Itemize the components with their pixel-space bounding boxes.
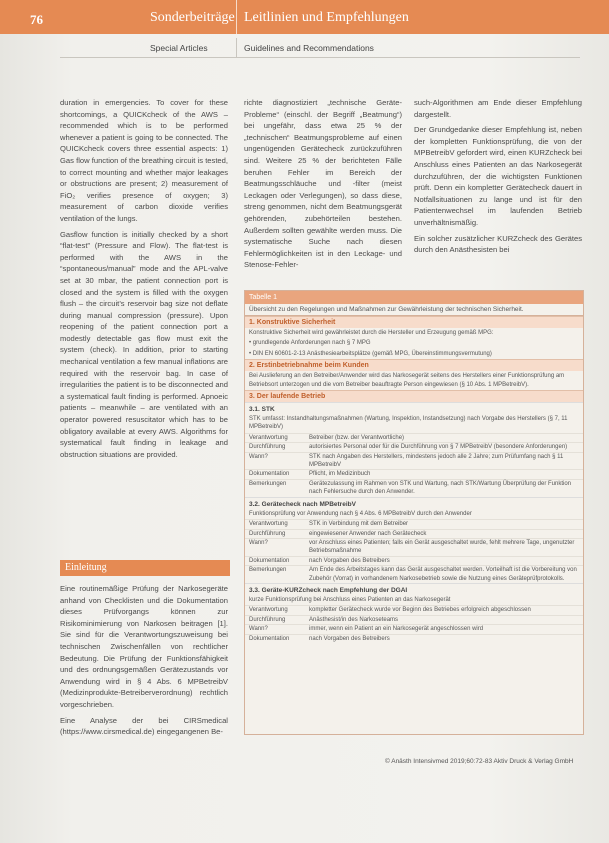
table-subsection-heading: 3.2. Gerätecheck nach MPBetreibV	[245, 497, 583, 509]
paragraph: such-Algorithmen am Ende dieser Empfehlung dargestellt.	[414, 98, 582, 119]
table-cell-value: vor Anschluss eines Patienten; falls ein Gerät ausgeschaltet wurde, fehlt mehrere Tage, ungenutzter Betriebsmaßnahme	[309, 539, 575, 555]
table-section-heading: 1. Konstruktive Sicherheit	[245, 316, 583, 328]
table-cell-key: Durchführung	[249, 616, 286, 623]
table-caption: Übersicht zu den Regelungen und Maßnahmen zur Gewährleistung der technischen Sicherheit.	[245, 304, 583, 316]
table-rows	[245, 433, 583, 497]
table-section-heading: 3. Der laufende Betrieb	[245, 390, 583, 402]
column-1-english	[60, 97, 228, 464]
rubric-subtitle: Leitlinien und Empfehlungen	[244, 10, 409, 25]
page-header-bar	[0, 0, 609, 34]
table-cell-key: Verantwortung	[249, 607, 288, 614]
table-cell-key: Verantwortung	[249, 521, 288, 528]
paragraph: duration in emergencies. To cover for these shortcomings, a QUICKcheck of the AWS – recommended which is to be performed whenever a patient is going to be connected. The QUICKcheck covers three essential aspects: 1) Gas flow function of the breathing circuit is tested, to correct mounting and whether major leakages or obstructions are present; 2) measurement of FiO₂ verifies presence of oxygen; 3) measurement of carbon dioxide verifies ventilation of the lungs.	[60, 98, 228, 223]
page-number: 76	[30, 12, 43, 27]
table-cell-key: Wann?	[249, 453, 268, 460]
table-row	[245, 519, 583, 528]
table-cell-key: Dokumentation	[249, 557, 290, 564]
table-row	[245, 479, 583, 497]
table-row	[245, 556, 583, 565]
table-cell-key: Wann?	[249, 626, 268, 633]
table-cell-value: STK nach Angaben des Herstellers, mindestens jedoch alle 2 Jahre; zum Prüfumfang nach § 11 MPBetreibV	[309, 453, 564, 469]
rubric-title: Sonderbeiträge	[150, 10, 235, 25]
paragraph: Eine Analyse der bei CIRSmedical (https://www.cirsmedical.de) eingegangenen Be-	[60, 715, 228, 737]
table-text: Konstruktive Sicherheit wird gewährleistet durch die Hersteller und Erzeugung gemäß MPG:	[249, 330, 494, 336]
table-row	[245, 442, 583, 451]
table-cell-key: Dokumentation	[249, 471, 290, 478]
table-row	[245, 538, 583, 556]
table-row	[245, 433, 583, 442]
rubric-title-en: Special Articles	[150, 43, 208, 53]
table-text: Bei Auslieferung an den Betreiber/Anwender wird das Narkosegerät seitens des Herstellers einer Funktionsprüfung am Betriebsort unterzogen und die vom Betreiber beauftragte Person eingewiesen (§ 10 Abs. 1 MPBetreibV).	[249, 373, 565, 388]
table-cell-value: Anästhesist/in des Narkoseteams	[309, 616, 399, 623]
table-cell-value: immer, wenn ein Patient an ein Narkosegerät angeschlossen wird	[309, 626, 484, 633]
table-cell-key: Dokumentation	[249, 635, 290, 642]
column-2	[244, 97, 402, 275]
table-cell-key: Verantwortung	[249, 434, 288, 441]
paragraph: richte diagnostiziert „technische Geräte-Probleme“ (einschl. der Begriff „Beatmung“) bei ungefähr, dass etwa 25 % der „technischen“ Beatmungsprobleme auf einen ungenügenden Gerätecheck zurückzuführen sind. Weitere 25 % der berichteten Fälle beruhen Fehler im Bereich der Beatmungsschläuche und -filter (meist Leckagen oder Verlegungen), so dass diese, streng genommen, nicht dem Beatmungsgerät gehörenden, zubehörteilen bestehen. Außerdem sollten gewählte werden muss. Die systematische Suche nach diesen Fehlermöglichkeiten ist in den Leckage- und Stenose-Fehler-	[244, 98, 402, 270]
table-rows	[245, 605, 583, 643]
table-row	[245, 634, 583, 643]
table-cell-key: Durchführung	[249, 444, 286, 451]
table-row	[245, 615, 583, 624]
table-cell-value: Gerätezulassung im Rahmen von STK und Wartung, nach STK/Wartung Überprüfung der Funktion nach Fehlersuche durch den Anwender.	[309, 480, 572, 496]
column-3	[414, 97, 582, 260]
paragraph: Eine routinemäßige Prüfung der Narkosegeräte anhand von Checklisten und die Dokumentation dieses Prüfvorgangs können zur Risikominimierung von Narkosen beitragen [1]. Sie sind für die Verantwortungszuweisung bei technischen Zwischenfällen von rechtlicher Bedeutung. Die Prüfung der Funktionsfähigkeit und des ordnungsgemäßen Gerätezustands vor Anwendung wird in § 4 Abs. 6 MPBetreibV (Medizinprodukte-Betreiberverordnung) rechtlich vorgeschrieben.	[60, 584, 228, 709]
table-text: STK umfasst: Instandhaltungsmaßnahmen (Wartung, Inspektion, Instandsetzung) nach Vorgabe des Herstellers (§ 7, 11 MPBetreibV)	[249, 416, 568, 431]
table-row	[245, 529, 583, 538]
table-row	[245, 565, 583, 583]
table-cell-value: autorisiertes Personal oder für die Durchführung von § 7 MPBetreibV (besondere Anforderungen)	[309, 444, 568, 451]
table-cell-key: Bemerkungen	[249, 567, 287, 574]
header-rule	[60, 57, 580, 58]
table-row	[245, 452, 583, 470]
table-section-heading: 2. Erstinbetriebnahme beim Kunden	[245, 359, 583, 371]
column-1-german	[60, 583, 228, 742]
header-divider	[236, 0, 237, 34]
table-subsection-heading: 3.3. Geräte-KURZcheck nach Empfehlung der DGAI	[245, 583, 583, 595]
table-cell-value: STK in Verbindung mit dem Betreiber	[309, 521, 409, 528]
rubric-subtitle-en: Guidelines and Recommendations	[244, 43, 374, 53]
table-cell-value: Betreiber (bzw. der Verantwortliche)	[309, 434, 405, 441]
paragraph: Ein solcher zusätzlicher KURZcheck des Gerätes durch den Anästhesisten bei	[414, 233, 582, 255]
table-row	[245, 605, 583, 614]
paragraph: Der Grundgedanke dieser Empfehlung ist, neben der kompletten Funktionsprüfung, die von der MPBetreibV gefordert wird, einen KURZcheck bei Anschluss eines Patienten an das Narkosegerät durchzuführen, der die wichtigsten Funktionen prüft. Denn ein kompletter Gerätecheck dauert in Notfallsituationen zu lange und ist für den Patientenwechsel im laufenden Betrieb unverhältnismäßig.	[414, 125, 582, 227]
paragraph: Gasflow function is initially checked by a short “flat-test” (Pressure and Flow). The flat-test is performed with the AWS in the “spontaneous/manual” mode and the APL-valve set at 30 mbar, the patient connection port is closed and the system is filled with the oxygen flush – the circuit’s reservoir bag size not deflate during manual compression (pressure). Upon reopening of the patient connection port a modestly detectable gas flow must exit the system (check). In addition, prior to starting mechanical ventilation a few manual inflations are required with the reservoir bag. In case of irregularities the patient is to be disconnected and a systematical fault finding is performed. Apnoeic patients – meanwhile – are ventilated with an operator powered resuscitator which has to be obligatory available at every AWS. Algorithms for systematical fault finding in leakage and obstruction situations are provided.	[60, 229, 228, 459]
table-bullet: • DIN EN 60601-2-13 Anästhesiearbeitsplätze (gemäß MPG, Übereinstimmungsvermutung)	[249, 350, 492, 357]
table-cell-value: kompletter Gerätecheck wurde vor Beginn des Betriebes erfolgreich abgeschlossen	[309, 607, 531, 614]
subheader-divider	[236, 38, 237, 58]
table-subsection-heading: 3.1. STK	[245, 402, 583, 414]
table-cell-key: Durchführung	[249, 530, 286, 537]
table-cell-key: Wann?	[249, 539, 268, 546]
table-text: kurze Funktionsprüfung bei Anschluss eines Patienten an das Narkosegerät	[249, 596, 451, 603]
table-1	[244, 290, 584, 735]
table-cell-value: Am Ende des Arbeitstages kann das Gerät ausgeschaltet werden. Vorteilhaft ist die Vorbereitung von Zubehör (Vorrat) in vorhandenem Narkosebetrieb sowie die Nutzung eines Geräteprüfprotokolls.	[309, 567, 577, 582]
table-cell-value: Pflicht, im Medizinbuch	[309, 471, 371, 478]
table-bullet: • grundlegende Anforderungen nach § 7 MPG	[249, 340, 371, 347]
table-row	[245, 469, 583, 478]
page-footer: © Anästh Intensivmed 2019;60:72-83 Aktiv Druck & Verlag GmbH	[385, 758, 574, 765]
table-row	[245, 624, 583, 633]
table-cell-value: eingewiesener Anwender nach Gerätecheck	[309, 530, 427, 537]
table-cell-key: Bemerkungen	[249, 480, 287, 487]
section-heading: Einleitung	[60, 560, 230, 576]
table-cell-value: nach Vorgaben des Betreibers	[309, 557, 390, 564]
table-text: Funktionsprüfung vor Anwendung nach § 4 Abs. 6 MPBetreibV durch den Anwender	[249, 510, 472, 517]
table-label: Tabelle 1	[245, 291, 583, 304]
table-rows	[245, 519, 583, 583]
table-cell-value: nach Vorgaben des Betreibers	[309, 635, 390, 642]
